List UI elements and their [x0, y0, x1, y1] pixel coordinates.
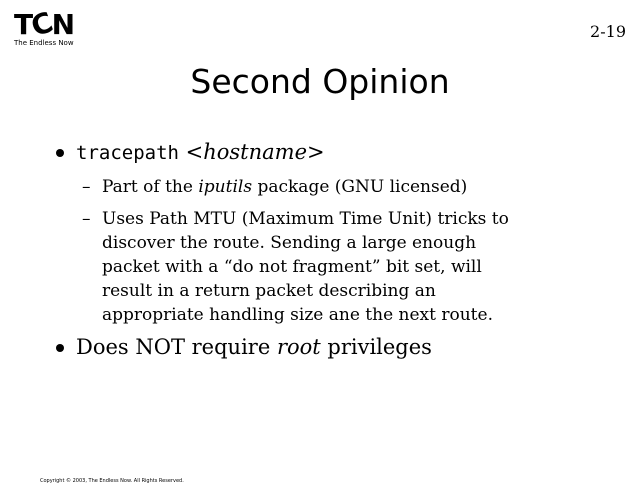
- sub-bullet-line: appropriate handling size ane the next route.: [102, 305, 493, 325]
- logo-mark: TCN: [14, 5, 75, 44]
- sub-bullet-line: result in a return packet describing an: [102, 281, 436, 301]
- slide-number: 2-19: [590, 22, 626, 41]
- logo-tagline: The Endless Now: [14, 39, 74, 47]
- sub-bullet-text: package (GNU licensed): [252, 177, 468, 197]
- sub-bullet-line: Uses Path MTU (Maximum Time Unit) tricks to: [102, 209, 509, 229]
- dash-icon: –: [82, 177, 91, 197]
- emphasis-root: root: [276, 335, 321, 359]
- command-argument: <hostname>: [185, 140, 325, 164]
- bullet-root-privileges: [54, 333, 614, 361]
- sub-bullet-line: discover the route. Sending a large enough: [102, 233, 477, 253]
- logo: [14, 5, 80, 48]
- bullet-list: [54, 138, 614, 361]
- bullet-tracepath: [54, 138, 614, 167]
- command-name: tracepath: [76, 142, 179, 164]
- bullet-text: Does NOT require: [76, 335, 277, 359]
- sub-bullet-text: Part of the: [102, 177, 199, 197]
- copyright-footer: Copyright © 2003, The Endless Now. All Rights Reserved.: [40, 478, 184, 484]
- sub-bullet-path-mtu: [54, 207, 614, 327]
- package-name: iputils: [198, 177, 253, 197]
- sub-bullet-iputils: [54, 175, 614, 199]
- dash-icon: –: [82, 209, 91, 229]
- bullet-dot-icon: [56, 344, 64, 352]
- sub-bullet-line: packet with a “do not fragment” bit set, will: [102, 257, 482, 277]
- bullet-text: privileges: [320, 335, 432, 359]
- slide-title: Second Opinion: [190, 62, 450, 101]
- bullet-dot-icon: [56, 149, 64, 157]
